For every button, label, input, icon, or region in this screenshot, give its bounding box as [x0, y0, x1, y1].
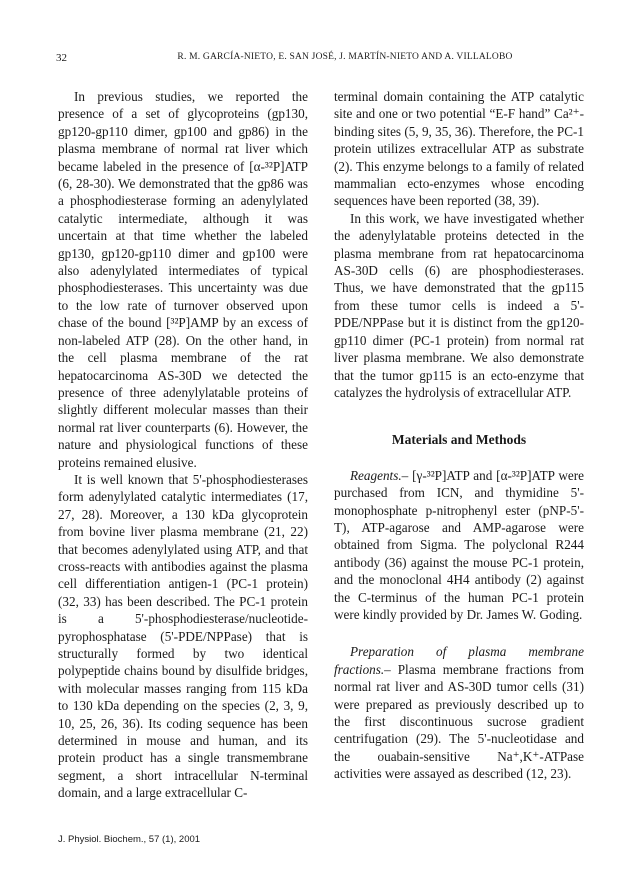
- intro-paragraph-4: In this work, we have investigated whether the adenylylatable proteins detected in the plasma membrane from rat hepatocarcinoma AS-30D cells (6) are phosphodiesterases. Thus, we have demonstrated that the gp115 from these tumor cells is indeed a 5'-PDE/NPPase but it is distinct from the gp120-gp110 dimer (PC-1 protein) from normal rat liver plasma membrane. We also demonstrate that the tumor gp115 is an ecto-enzyme that catalyzes the hydrolysis of extracellular ATP.: [334, 210, 584, 400]
- preparation-lead: Preparation of plasma membrane fractions.–: [334, 644, 584, 677]
- reagents-text: [γ-³²P]ATP and [α-³²P]ATP were purchased from ICN, and thymidine 5'-monophosphate p-nitrophenyl ester (pNP-5'-T), ATP-agarose and AMP-agarose were obtained from Sigma. The polyclonal R244 antibody (36) against the mouse PC-1 protein, and the monoclonal 4H4 antibody (2) against the C-terminus of the human PC-1 protein were kindly provided by Dr. James W. Goding.: [334, 467, 584, 622]
- right-column: [334, 88, 584, 783]
- running-head: R. M. GARCÍA-NIETO, E. SAN JOSÉ, J. MARTÍN-NIETO AND A. VILLALOBO: [177, 52, 513, 62]
- section-heading-methods: Materials and Methods: [391, 432, 527, 448]
- intro-paragraph-1: In previous studies, we reported the presence of a set of glycoproteins (gp130, gp120-gp110 dimer, gp100 and gp86) in the plasma membrane of normal rat liver which became labeled in the presence of [α-³²P]ATP (6, 28-30). We demonstrated that the gp86 was a phosphodiesterase forming an adenylylated catalytic intermediate, although it was uncertain at that time whether the labeled gp130, gp120-gp110 dimer and gp100 were also adenylylated intermediates of typical phosphodiesterases. This uncertainty was due to the low rate of turnover observed upon chase of the bound [³²P]AMP by an excess of non-labeled ATP (28). On the other hand, in the cell plasma membrane of the rat hepatocarcinoma AS-30D we detected the presence of three adenylylatable proteins of slightly different molecular masses than their normal rat liver counterparts (6). However, the nature and physiological functions of these proteins remained elusive.: [58, 89, 308, 470]
- reagents-paragraph: [334, 467, 584, 624]
- preparation-paragraph: [334, 643, 584, 782]
- page-number: 32: [56, 52, 67, 64]
- journal-citation: J. Physiol. Biochem., 57 (1), 2001: [58, 834, 201, 845]
- intro-paragraph-3: terminal domain containing the ATP catalytic site and one or two potential “E-F hand” Ca²⁺-binding sites (5, 9, 35, 36). Therefore, the PC-1 protein utilizes extracellular ATP as substrate (2). This enzyme belongs to a family of related mammalian ecto-enzymes whose encoding sequences have been reported (38, 39).: [334, 89, 584, 209]
- preparation-text: Plasma membrane fractions from normal rat liver and AS-30D tumor cells (31) were prepared as previously described up to the first discontinuous sucrose gradient centrifugation (29). The 5'-nucleotidase and the ouabain-sensitive Na⁺,K⁺-ATPase activities were assayed as described (12, 23).: [334, 661, 584, 782]
- reagents-lead: Reagents.–: [350, 467, 409, 483]
- left-column: [58, 88, 308, 802]
- intro-paragraph-2: It is well known that 5'-phosphodiesterases form adenylylated catalytic intermediates (17, 27, 28). Moreover, a 130 kDa glycoprotein from bovine liver plasma membrane (21, 22) that becomes adenylylated using ATP, and that cross-reacts with antibodies against the plasma cell differentiation antigen-1 (PC-1 protein) (32, 33) has been described. The PC-1 protein is a 5'-phosphodiesterase/nucleotide-pyrophosphatase (5'-PDE/NPPase) that is structurally formed by two identical polypeptide chains bound by disulfide bridges, with molecular masses ranging from 115 kDa to 130 kDa depending on the species (2, 3, 9, 10, 25, 26, 36). Its coding sequence has been determined in mouse and human, and its protein product has a single transmembrane segment, a short intracellular N-terminal domain, and a large extracellular C-: [58, 471, 308, 801]
